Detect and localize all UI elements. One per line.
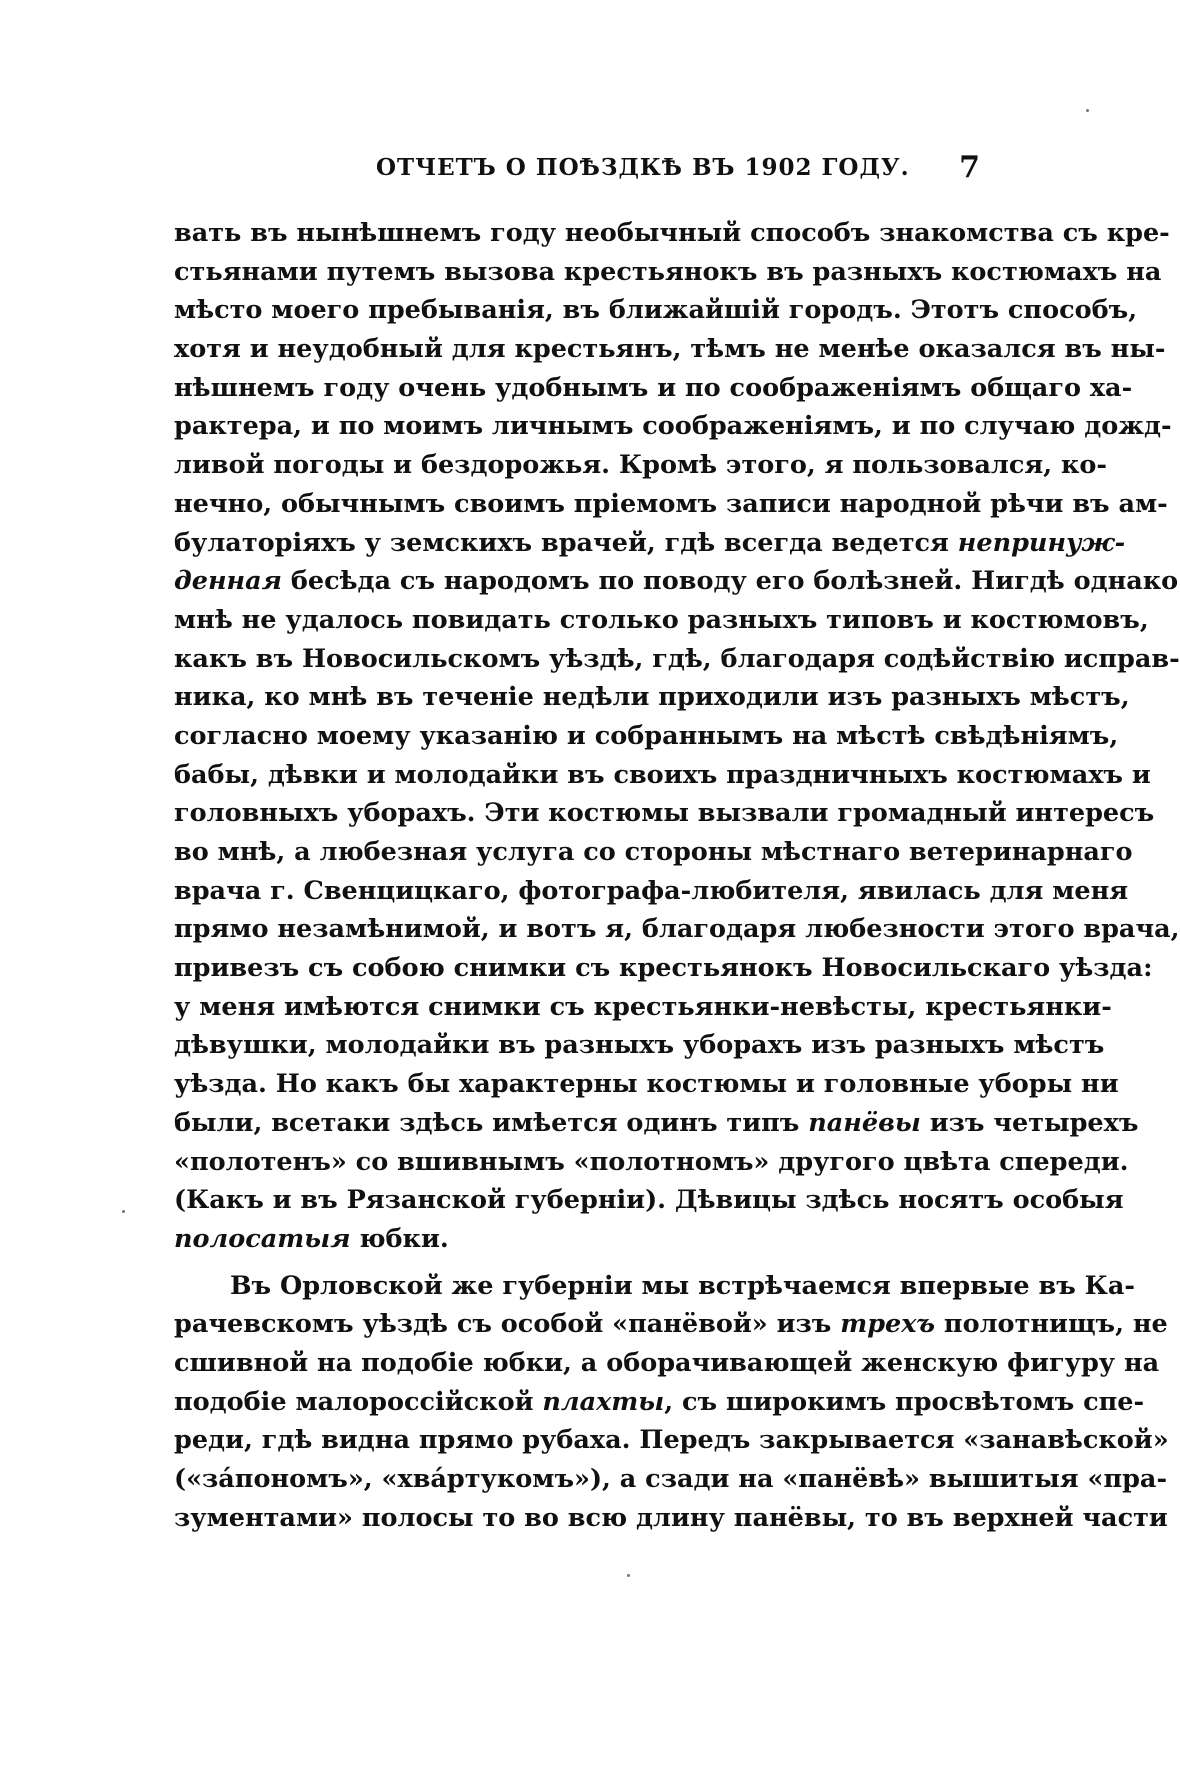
text-line: Въ Орловской же губерніи мы встрѣчаемся впервые въ Ка- xyxy=(230,1270,1135,1301)
scan-speck xyxy=(1086,109,1089,112)
text-line: сшивной на подобіе юбки, а оборачивающей женскую фигуру на xyxy=(174,1347,1160,1378)
text-line: рачевскомъ уѣздѣ съ особой «панёвой» изъ трехъ полотнищъ, не xyxy=(174,1309,1168,1340)
text-line: рактера, и по моимъ личнымъ соображеніямъ, и по случаю дожд- xyxy=(174,411,1172,442)
text-line: головныхъ уборахъ. Эти костюмы вызвали громадный интересъ xyxy=(174,798,1155,829)
text-line: дѣвушки, молодайки въ разныхъ уборахъ изъ разныхъ мѣстъ xyxy=(174,1030,1105,1061)
text-line: ливой погоды и бездорожья. Кромѣ этого, я пользовался, ко- xyxy=(174,450,1107,481)
text-line: («зáпономъ», «хвáртукомъ»), а сзади на «панёвѣ» вышитыя «пра- xyxy=(174,1464,1168,1494)
text-line: нечно, обычнымъ своимъ пріемомъ записи народной рѣчи въ ам- xyxy=(174,488,1168,519)
body-text xyxy=(174,214,1180,1537)
italic-word: трехъ xyxy=(840,1309,936,1340)
text-line: мнѣ не удалось повидать столько разныхъ типовъ и костюмовъ, xyxy=(174,604,1149,635)
italic-word: плахты xyxy=(542,1386,665,1417)
text-line: согласно моему указанію и собраннымъ на мѣстѣ свѣдѣніямъ, xyxy=(174,720,1119,751)
text-line: были, всетаки здѣсь имѣется одинъ типъ панёвы изъ четырехъ xyxy=(174,1107,1139,1138)
text-line: хотя и неудобный для крестьянъ, тѣмъ не менѣе оказался въ ны- xyxy=(174,334,1166,365)
text-line: бабы, дѣвки и молодайки въ своихъ праздничныхъ костюмахъ и xyxy=(174,759,1151,790)
running-head xyxy=(180,150,980,190)
text-line: вать въ нынѣшнемъ году необычный способъ знакомства съ кре- xyxy=(174,218,1170,248)
text-line: во мнѣ, а любезная услуга со стороны мѣстнаго ветеринарнаго xyxy=(174,837,1133,867)
italic-word: панёвы xyxy=(808,1107,921,1138)
text-line: (Какъ и въ Рязанской губерніи). Дѣвицы здѣсь носятъ особыя xyxy=(174,1185,1124,1216)
text-line: подобіе малороссійской плахты, съ широкимъ просвѣтомъ спе- xyxy=(174,1386,1145,1417)
text-line: денная бесѣда съ народомъ по поводу его болѣзней. Нигдѣ однако xyxy=(174,566,1179,597)
italic-word: полосатыя xyxy=(174,1223,351,1254)
text-line: какъ въ Новосильскомъ уѣздѣ, гдѣ, благодаря содѣйствію исправ- xyxy=(174,643,1180,674)
text-line: зументами» полосы то во всю длину панёвы, то въ верхней части xyxy=(174,1502,1168,1533)
scan-speck xyxy=(122,1210,125,1213)
text-line: у меня имѣются снимки съ крестьянки-невѣсты, крестьянки- xyxy=(174,991,1112,1022)
text-line: полосатыя юбки. xyxy=(174,1223,449,1254)
text-line: уѣзда. Но какъ бы характерны костюмы и головные уборы ни xyxy=(174,1069,1119,1100)
page-number: 7 xyxy=(959,150,980,185)
text-line: врача г. Свенцицкаго, фотографа-любителя, явилась для меня xyxy=(174,875,1129,906)
text-line: «полотенъ» со вшивнымъ «полотномъ» другого цвѣта спереди. xyxy=(174,1146,1129,1177)
text-line: реди, гдѣ видна прямо рубаха. Передъ закрывается «занавѣской» xyxy=(174,1425,1169,1456)
text-line: стьянами путемъ вызова крестьянокъ въ разныхъ костюмахъ на xyxy=(174,256,1162,287)
text-line: нѣшнемъ году очень удобнымъ и по соображеніямъ общаго ха- xyxy=(174,372,1133,403)
scan-speck xyxy=(627,1574,630,1577)
text-line: ника, ко мнѣ въ теченіе недѣли приходили изъ разныхъ мѣстъ, xyxy=(174,682,1130,713)
text-line: прямо незамѣнимой, и вотъ я, благодаря любезности этого врача, xyxy=(174,914,1180,945)
italic-word: денная xyxy=(174,566,282,597)
running-title: ОТЧЕТЪ О ПОѢЗДКѢ ВЪ 1902 ГОДУ. xyxy=(376,154,910,181)
text-line: булаторіяхъ у земскихъ врачей, гдѣ всегда ведется непринуж- xyxy=(174,527,1126,558)
italic-word: непринуж- xyxy=(957,527,1126,558)
text-line: привезъ съ собою снимки съ крестьянокъ Новосильскаго уѣзда: xyxy=(174,953,1153,984)
text-line: мѣсто моего пребыванія, въ ближайшій городъ. Этотъ способъ, xyxy=(174,295,1138,326)
